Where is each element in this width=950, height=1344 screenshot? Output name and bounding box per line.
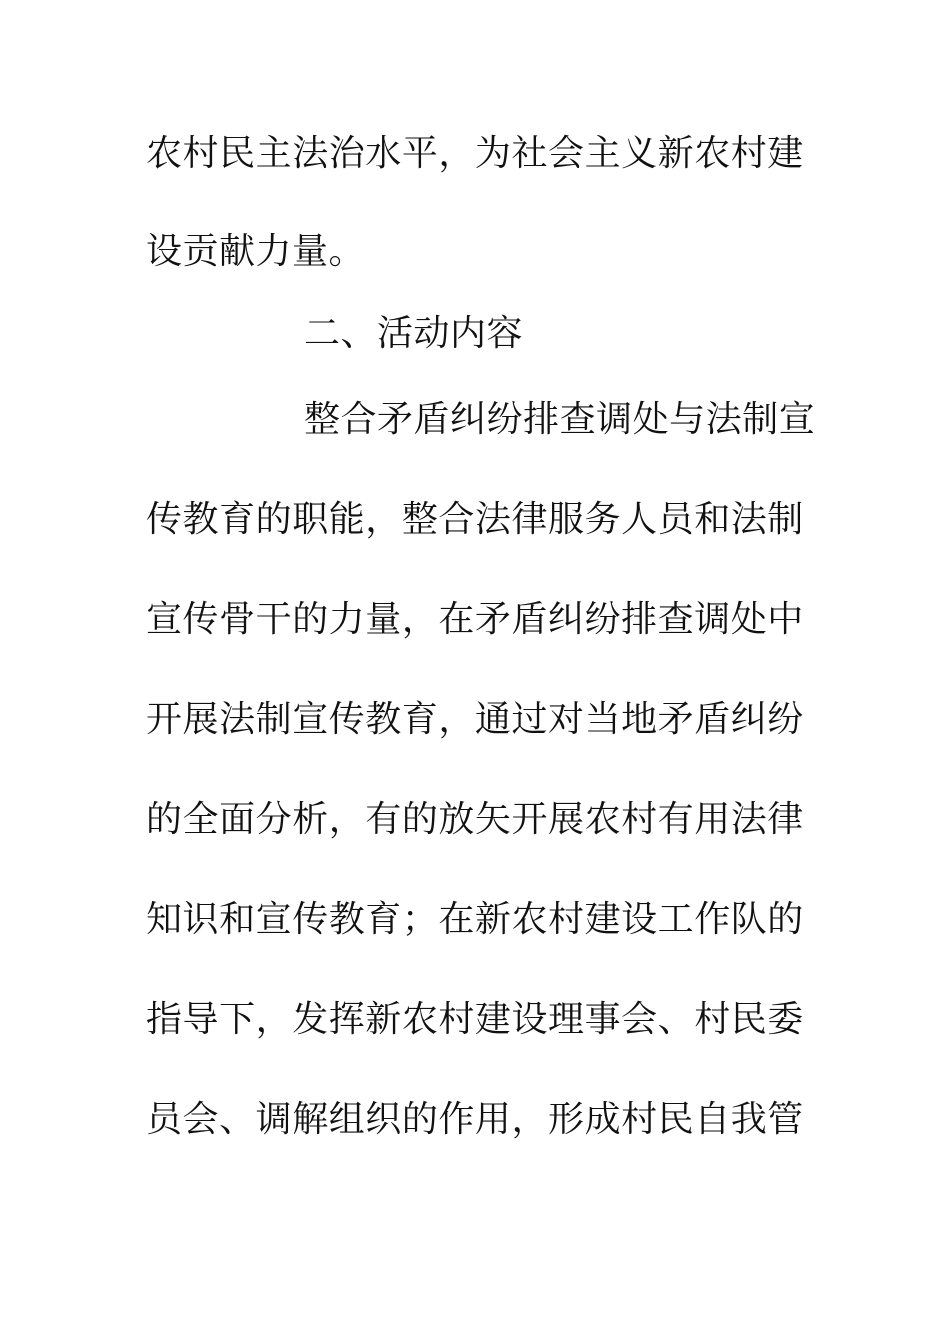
char: 新 <box>365 999 402 1040</box>
char: 对 <box>548 699 585 740</box>
char: 纠 <box>450 399 487 440</box>
char: 法 <box>219 699 256 740</box>
char: 育 <box>365 899 402 940</box>
char: 我 <box>730 1099 768 1140</box>
char: 治 <box>328 133 366 174</box>
char: 全 <box>182 799 220 840</box>
char: 过 <box>511 699 548 740</box>
char: 员 <box>146 1099 183 1140</box>
char: 矢 <box>474 799 512 840</box>
char: 与 <box>669 399 706 440</box>
char: 村 <box>182 133 220 174</box>
char: 事 <box>584 999 622 1040</box>
char: ， <box>401 599 439 640</box>
char: 放 <box>438 799 475 840</box>
char: 形 <box>548 1099 585 1140</box>
char: 义 <box>621 133 658 174</box>
char: 建 <box>474 999 512 1040</box>
char: 地 <box>621 699 658 740</box>
char: 平 <box>401 133 439 174</box>
text-line-7 <box>146 700 804 740</box>
char: 矛 <box>377 399 414 440</box>
char: 传 <box>328 699 366 740</box>
char: 在 <box>438 899 475 940</box>
char: 、 <box>219 1099 256 1140</box>
char: 务 <box>584 499 622 540</box>
char: 处 <box>730 599 768 640</box>
char: 传 <box>182 599 220 640</box>
char: 合 <box>438 499 475 540</box>
text-line-11 <box>146 1100 804 1140</box>
char: 识 <box>182 899 220 940</box>
char: 盾 <box>511 599 548 640</box>
char: 工 <box>657 899 695 940</box>
char: ， <box>255 999 293 1040</box>
char: 法 <box>730 799 768 840</box>
char: 育 <box>401 699 439 740</box>
char: 有 <box>365 799 402 840</box>
char: 村 <box>621 799 658 840</box>
char: 骨 <box>219 599 256 640</box>
char: 纷 <box>767 699 804 740</box>
char: 建 <box>767 133 804 174</box>
char: 析 <box>292 799 329 840</box>
char: 的 <box>292 599 329 640</box>
char: 主 <box>255 133 293 174</box>
char: 农 <box>694 133 731 174</box>
char: ， <box>511 1099 548 1140</box>
char: 教 <box>328 899 366 940</box>
char: 盾 <box>413 399 451 440</box>
char: 农 <box>401 999 439 1040</box>
char: 制 <box>742 399 779 440</box>
char: 宣 <box>292 699 329 740</box>
char: 水 <box>365 133 402 174</box>
char: 职 <box>292 499 329 540</box>
char: 中 <box>767 599 804 640</box>
char: 成 <box>584 1099 622 1140</box>
char: 理 <box>548 999 585 1040</box>
char: 查 <box>559 399 597 440</box>
char: 解 <box>292 1099 329 1140</box>
char: 人 <box>621 499 658 540</box>
char: ， <box>328 799 366 840</box>
char: 民 <box>219 133 256 174</box>
char: 宣 <box>778 399 816 440</box>
char: 服 <box>548 499 585 540</box>
char: 盾 <box>694 699 731 740</box>
text-line-6 <box>146 600 804 640</box>
char: 的 <box>146 799 183 840</box>
char: 合 <box>340 399 378 440</box>
char: 新 <box>657 133 695 174</box>
char: 矛 <box>474 599 512 640</box>
char: 排 <box>523 399 560 440</box>
text-line-1 <box>146 134 804 174</box>
char: 的 <box>401 799 439 840</box>
text-line-2: 设贡献力量。 <box>146 231 366 272</box>
char: 展 <box>182 699 220 740</box>
char: 农 <box>511 899 548 940</box>
char: 会 <box>621 999 658 1040</box>
char: 村 <box>694 999 731 1040</box>
char: 村 <box>548 899 585 940</box>
char: 制 <box>767 499 804 540</box>
char: 干 <box>255 599 293 640</box>
text-line-10 <box>146 1000 804 1040</box>
char: 、 <box>657 999 695 1040</box>
char: 法 <box>705 399 743 440</box>
char: 传 <box>146 499 183 540</box>
char: ， <box>438 699 475 740</box>
char: ， <box>438 133 475 174</box>
char: 设 <box>511 999 548 1040</box>
char: 当 <box>584 699 622 740</box>
char: 民 <box>657 1099 695 1140</box>
char: 主 <box>584 133 622 174</box>
char: 分 <box>255 799 293 840</box>
char: 组 <box>328 1099 366 1140</box>
char: 指 <box>146 999 183 1040</box>
char: 制 <box>255 699 293 740</box>
char: 法 <box>730 499 768 540</box>
char: 教 <box>182 499 220 540</box>
char: 矛 <box>657 699 695 740</box>
char: ； <box>401 899 439 940</box>
section-heading: 二、活动内容 <box>304 313 524 354</box>
char: 村 <box>621 1099 658 1140</box>
char: 用 <box>694 799 731 840</box>
char: 在 <box>438 599 475 640</box>
char: 展 <box>548 799 585 840</box>
char: 调 <box>596 399 633 440</box>
char: 宣 <box>255 899 293 940</box>
char: 排 <box>621 599 658 640</box>
char: 的 <box>767 899 804 940</box>
char: 量 <box>365 599 402 640</box>
char: 用 <box>474 1099 512 1140</box>
char: 和 <box>219 899 256 940</box>
char: 力 <box>328 599 366 640</box>
char: 下 <box>219 999 256 1040</box>
char: 织 <box>365 1099 402 1140</box>
char: 面 <box>219 799 256 840</box>
char: 会 <box>548 133 585 174</box>
paragraph-first-line <box>304 399 816 440</box>
char: 农 <box>584 799 622 840</box>
char: 纷 <box>584 599 622 640</box>
char: 开 <box>511 799 548 840</box>
char: 员 <box>657 499 695 540</box>
char: 设 <box>621 899 658 940</box>
char: 查 <box>657 599 695 640</box>
char: 管 <box>767 1099 804 1140</box>
text-line-9 <box>146 900 804 940</box>
text-line-8 <box>146 800 804 840</box>
char: 法 <box>474 499 512 540</box>
char: 纷 <box>486 399 524 440</box>
char: 为 <box>474 133 512 174</box>
char: 整 <box>401 499 439 540</box>
char: 村 <box>730 133 768 174</box>
char: 育 <box>219 499 256 540</box>
char: 作 <box>694 899 731 940</box>
char: 发 <box>292 999 329 1040</box>
char: 处 <box>632 399 670 440</box>
char: 通 <box>474 699 512 740</box>
char: 调 <box>255 1099 293 1140</box>
char: 整 <box>304 399 341 440</box>
char: 建 <box>584 899 622 940</box>
char: 能 <box>328 499 366 540</box>
char: 挥 <box>328 999 366 1040</box>
char: 导 <box>182 999 220 1040</box>
char: 知 <box>146 899 183 940</box>
char: 民 <box>730 999 768 1040</box>
char: 法 <box>292 133 329 174</box>
char: 律 <box>767 799 804 840</box>
char: 委 <box>767 999 804 1040</box>
char: 队 <box>730 899 768 940</box>
char: 律 <box>511 499 548 540</box>
char: 农 <box>146 133 183 174</box>
char: 作 <box>438 1099 475 1140</box>
char: 村 <box>438 999 475 1040</box>
char: 纠 <box>548 599 585 640</box>
char: 传 <box>292 899 329 940</box>
char: 宣 <box>146 599 183 640</box>
char: ， <box>365 499 402 540</box>
char: 的 <box>255 499 293 540</box>
char: 会 <box>182 1099 220 1140</box>
char: 新 <box>474 899 512 940</box>
char: 社 <box>511 133 548 174</box>
char: 教 <box>365 699 402 740</box>
char: 有 <box>657 799 695 840</box>
char: 开 <box>146 699 183 740</box>
text-line-5 <box>146 500 804 540</box>
char: 自 <box>694 1099 731 1140</box>
char: 和 <box>694 499 731 540</box>
char: 的 <box>401 1099 439 1140</box>
char: 调 <box>694 599 731 640</box>
char: 纠 <box>730 699 768 740</box>
